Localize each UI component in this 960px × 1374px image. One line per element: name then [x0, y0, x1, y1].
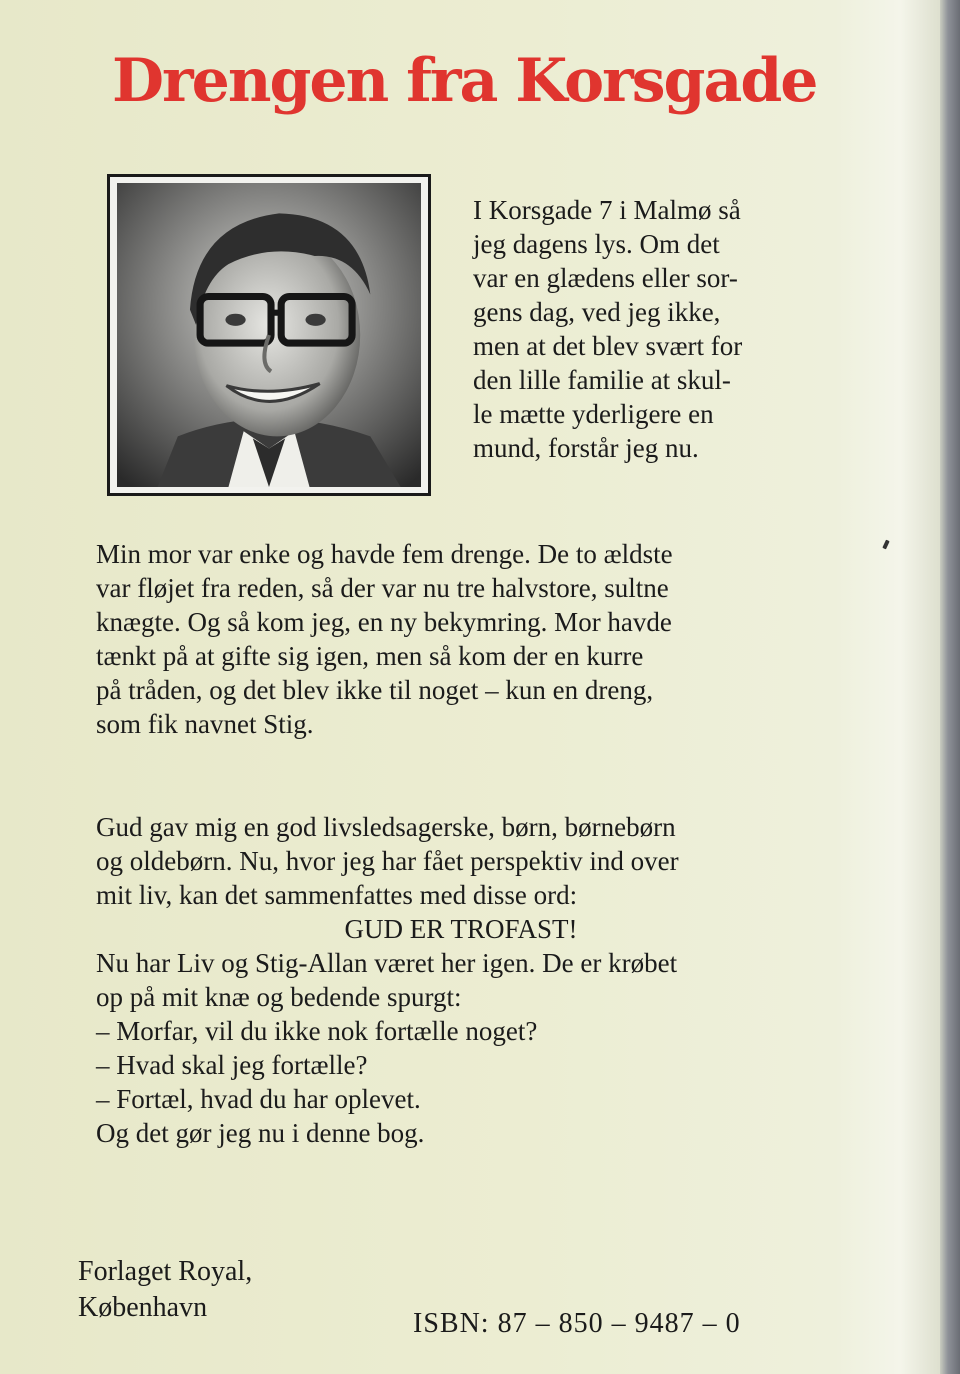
author-portrait-icon: [107, 174, 431, 496]
text-line: – Fortæl, hvad du har oplevet.: [96, 1084, 421, 1114]
text-line: og oldebørn. Nu, hvor jeg har fået perspektiv ind over: [96, 846, 679, 876]
text-line: på tråden, og det blev ikke til noget – kun en dreng,: [96, 675, 654, 705]
motto: GUD ER TROFAST!: [344, 914, 578, 944]
cover-edge-shadow: [940, 0, 960, 1374]
intro-paragraph: [473, 193, 823, 465]
intro-line: den lille familie at skul-: [473, 365, 731, 395]
text-line: Nu har Liv og Stig-Allan været her igen. De er krøbet: [96, 948, 678, 978]
text-line: tænkt på at gifte sig igen, men så kom der en kurre: [96, 641, 644, 671]
publisher-city: København: [78, 1292, 208, 1323]
text-line: Og det gør jeg nu i denne bog.: [96, 1118, 425, 1148]
text-line: som fik navnet Stig.: [96, 709, 314, 739]
intro-line: mund, forstår jeg nu.: [473, 433, 699, 463]
isbn-number: ISBN: 87 – 850 – 9487 – 0: [413, 1308, 741, 1339]
publisher: [78, 1254, 252, 1326]
intro-line: I Korsgade 7 i Malmø så: [473, 195, 741, 225]
print-speck: [882, 540, 889, 550]
intro-line: men at det blev svært for: [473, 331, 743, 361]
intro-line: jeg dagens lys. Om det: [473, 229, 720, 259]
portrait-illustration: [116, 183, 422, 487]
text-line: – Hvad skal jeg fortælle?: [96, 1050, 368, 1080]
book-title: Drengen fra Korsgade: [112, 46, 817, 116]
text-line: knægte. Og så kom jeg, en ny bekymring. Mor havde: [96, 607, 672, 637]
text-line: Min mor var enke og havde fem drenge. De to ældste: [96, 539, 673, 569]
paragraph-faith: [96, 810, 826, 1150]
text-line: op på mit knæ og bedende spurgt:: [96, 982, 462, 1012]
intro-line: var en glædens eller sor-: [473, 263, 738, 293]
paragraph-mother: [96, 537, 826, 741]
text-line: – Morfar, vil du ikke nok fortælle noget?: [96, 1016, 538, 1046]
text-line: Gud gav mig en god livsledsagerske, børn, børnebørn: [96, 812, 676, 842]
intro-line: le mætte yderligere en: [473, 399, 714, 429]
intro-line: gens dag, ved jeg ikke,: [473, 297, 721, 327]
text-line: var fløjet fra reden, så der var nu tre halvstore, sultne: [96, 573, 669, 603]
publisher-name: Forlaget Royal,: [78, 1256, 253, 1287]
text-line: mit liv, kan det sammenfattes med disse ord:: [96, 880, 578, 910]
